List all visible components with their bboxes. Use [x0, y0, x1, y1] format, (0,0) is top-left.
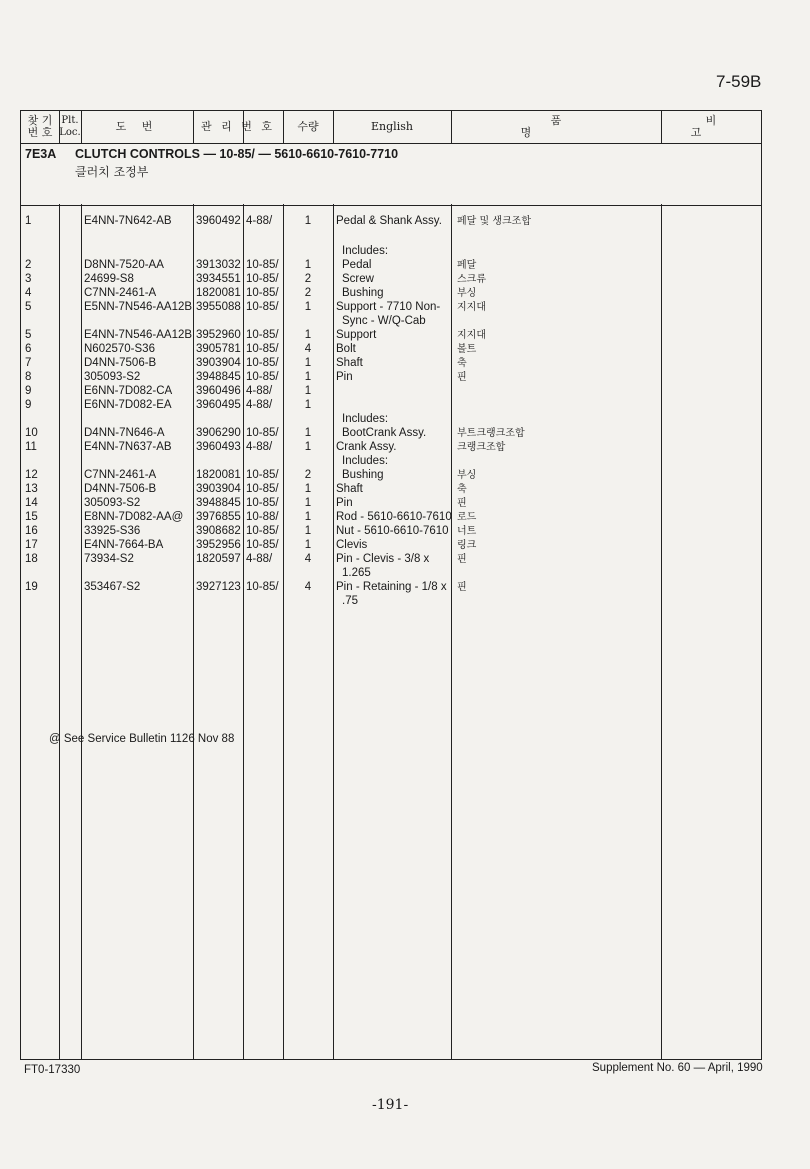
quantity: 1 [304, 259, 312, 271]
drawing-number: D4NN-7N646-A [84, 427, 165, 439]
effective-date: 10-85/ [246, 483, 279, 495]
effective-date: 4-88/ [246, 441, 273, 453]
management-number: 3952956 [196, 539, 241, 551]
header-drawing-no: 도 번 [115, 120, 159, 133]
english-name: Bushing [342, 469, 384, 481]
korean-name: 페달 및 생크조합 [457, 216, 531, 227]
management-number: 3934551 [196, 273, 241, 285]
find-number: 9 [25, 399, 32, 411]
quantity: 1 [304, 525, 312, 537]
quantity: 4 [304, 581, 312, 593]
english-name: Shaft [336, 357, 363, 369]
section-title-text: CLUTCH CONTROLS — 10-85/ — 5610-6610-7610-7710 [75, 147, 399, 161]
english-name: BootCrank Assy. [342, 427, 427, 439]
management-number: 3908682 [196, 525, 241, 537]
quantity: 1 [304, 215, 312, 227]
find-number: 7 [25, 357, 32, 369]
korean-name: 부싱 [457, 470, 477, 481]
management-number: 3960495 [196, 399, 241, 411]
find-number: 10 [25, 427, 38, 439]
management-number: 3913032 [196, 259, 241, 271]
english-name: Support - 7710 Non- [336, 301, 441, 313]
english-name: Pin [336, 371, 353, 383]
korean-name: 핀 [457, 498, 467, 509]
quantity: 4 [304, 343, 312, 355]
find-number: 11 [25, 441, 37, 453]
english-name: Nut - 5610-6610-7610 [336, 525, 449, 537]
footnote: @ See Service Bulletin 1126 Nov 88 [49, 733, 235, 745]
drawing-number: E6NN-7D082-CA [84, 385, 173, 397]
korean-name: 핀 [457, 582, 467, 593]
col-divider [193, 111, 194, 1059]
drawing-number: 73934-S2 [84, 553, 134, 565]
col-divider [59, 111, 60, 1059]
find-number: 14 [25, 497, 38, 509]
english-name: Rod - 5610-6610-7610 [336, 511, 452, 523]
effective-date: 10-85/ [246, 427, 279, 439]
col-divider [451, 111, 452, 1059]
management-number: 1820081 [196, 287, 241, 299]
find-number: 5 [25, 301, 32, 313]
korean-name: 부트크랭크조합 [457, 428, 525, 439]
find-number: 13 [25, 483, 38, 495]
korean-name: 링크 [457, 540, 477, 551]
quantity: 1 [304, 329, 312, 341]
english-name: Pin - Retaining - 1/8 x [336, 581, 447, 593]
find-number: 17 [25, 539, 38, 551]
drawing-number: E4NN-7N642-AB [84, 215, 172, 227]
form-number: FT0-17330 [24, 1064, 81, 1076]
english-name: Clevis [336, 539, 368, 551]
drawing-number: 305093-S2 [84, 497, 141, 509]
effective-date: 10-88/ [246, 511, 279, 523]
effective-date: 10-85/ [246, 343, 279, 355]
drawing-number: C7NN-2461-A [84, 469, 157, 481]
english-name: Crank Assy. [336, 441, 397, 453]
effective-date: 10-85/ [246, 469, 279, 481]
english-name: Includes: [342, 413, 389, 425]
quantity: 1 [304, 371, 312, 383]
english-name: Support [336, 329, 377, 341]
find-number: 3 [25, 273, 32, 285]
korean-name: 스크류 [457, 274, 486, 285]
quantity: 1 [304, 399, 312, 411]
management-number: 3952960 [196, 329, 241, 341]
quantity: 1 [304, 301, 312, 313]
english-name: Sync - W/Q-Cab [342, 315, 426, 327]
management-number: 3976855 [196, 511, 241, 523]
management-number: 3955088 [196, 301, 241, 313]
korean-name: 페달 [457, 260, 477, 271]
management-number: 1820081 [196, 469, 241, 481]
korean-name: 크랭크조합 [457, 442, 506, 453]
find-number: 8 [25, 371, 32, 383]
drawing-number: D4NN-7506-B [84, 483, 157, 495]
header-management-no: 관 리 번 호 [201, 120, 275, 133]
management-number: 1820597 [196, 553, 241, 565]
header-quantity: 수량 [297, 120, 319, 133]
quantity: 2 [304, 273, 312, 285]
drawing-number: E4NN-7N546-AA12B [84, 329, 193, 341]
quantity: 1 [304, 385, 312, 397]
english-name: Includes: [342, 455, 389, 467]
drawing-number: D8NN-7520-AA [84, 259, 164, 271]
effective-date: 4-88/ [246, 399, 273, 411]
management-number: 3905781 [196, 343, 241, 355]
korean-name: 지지대 [457, 330, 486, 341]
folio: -191- [372, 1097, 409, 1113]
management-number: 3927123 [196, 581, 241, 593]
effective-date: 10-85/ [246, 371, 279, 383]
english-name: Bushing [342, 287, 384, 299]
korean-name: 축 [457, 484, 467, 495]
quantity: 1 [304, 427, 312, 439]
effective-date: 4-88/ [246, 385, 273, 397]
header-part-name: 품 명 [520, 114, 622, 139]
find-number: 15 [25, 511, 38, 523]
effective-date: 10-85/ [246, 273, 279, 285]
find-number: 4 [25, 287, 32, 299]
find-number: 16 [25, 525, 38, 537]
english-name: Pin [336, 497, 353, 509]
english-name: Bolt [336, 343, 356, 355]
english-name: Pedal [342, 259, 372, 271]
effective-date: 10-85/ [246, 301, 279, 313]
drawing-number: 305093-S2 [84, 371, 141, 383]
effective-date: 10-85/ [246, 497, 279, 509]
effective-date: 10-85/ [246, 329, 279, 341]
drawing-number: E5NN-7N546-AA12B [84, 301, 193, 313]
header-english: English [371, 120, 413, 133]
english-name: Screw [342, 273, 374, 285]
english-name: 1.265 [342, 567, 371, 579]
drawing-number: C7NN-2461-A [84, 287, 157, 299]
quantity: 1 [304, 497, 312, 509]
find-number: 1 [25, 215, 32, 227]
section-rule [21, 205, 761, 206]
korean-name: 핀 [457, 372, 467, 383]
management-number: 3960493 [196, 441, 241, 453]
korean-name: 볼트 [457, 344, 477, 355]
find-number: 5 [25, 329, 32, 341]
header-location: Plt. Loc. [59, 115, 81, 138]
english-name: Includes: [342, 245, 389, 257]
find-number: 18 [25, 553, 38, 565]
effective-date: 10-85/ [246, 581, 279, 593]
management-number: 3960492 [196, 215, 241, 227]
management-number: 3906290 [196, 427, 241, 439]
section-title [25, 147, 398, 161]
drawing-number: E4NN-7N637-AB [84, 441, 172, 453]
quantity: 2 [304, 469, 312, 481]
drawing-number: N602570-S36 [84, 343, 155, 355]
drawing-number: 33925-S36 [84, 525, 141, 537]
korean-name: 로드 [457, 512, 477, 523]
management-number: 3903904 [196, 357, 241, 369]
col-divider [81, 111, 82, 1059]
quantity: 1 [304, 539, 312, 551]
drawing-number: E4NN-7664-BA [84, 539, 164, 551]
management-number: 3903904 [196, 483, 241, 495]
quantity: 4 [304, 553, 312, 565]
col-divider [333, 111, 334, 1059]
col-divider [661, 111, 662, 1059]
management-number: 3948845 [196, 371, 241, 383]
effective-date: 10-85/ [246, 525, 279, 537]
find-number: 6 [25, 343, 32, 355]
section-subtitle: 클러치 조정부 [75, 165, 149, 179]
drawing-number: 24699-S8 [84, 273, 134, 285]
effective-date: 10-85/ [246, 539, 279, 551]
effective-date: 10-85/ [246, 259, 279, 271]
management-number: 3948845 [196, 497, 241, 509]
quantity: 2 [304, 287, 312, 299]
korean-name: 핀 [457, 554, 467, 565]
header-index: 찾 기 번 호 [27, 114, 53, 139]
korean-name: 지지대 [457, 302, 486, 313]
english-name: Pin - Clevis - 3/8 x [336, 553, 430, 565]
find-number: 2 [25, 259, 32, 271]
effective-date: 4-88/ [246, 215, 273, 227]
find-number: 9 [25, 385, 32, 397]
effective-date: 10-85/ [246, 357, 279, 369]
drawing-number: E8NN-7D082-AA@ [84, 511, 184, 523]
quantity: 1 [304, 511, 312, 523]
supplement-info: Supplement No. 60 — April, 1990 [592, 1062, 763, 1074]
col-divider [243, 111, 244, 1059]
english-name: Pedal & Shank Assy. [336, 215, 442, 227]
effective-date: 4-88/ [246, 553, 273, 565]
section-code: 7E3A [25, 147, 57, 161]
parts-table [20, 110, 762, 1060]
drawing-number: E6NN-7D082-EA [84, 399, 172, 411]
management-number: 3960496 [196, 385, 241, 397]
quantity: 1 [304, 483, 312, 495]
find-number: 12 [25, 469, 38, 481]
page-number: 7-59B [716, 72, 762, 91]
quantity: 1 [304, 357, 312, 369]
find-number: 19 [25, 581, 38, 593]
english-name: Shaft [336, 483, 363, 495]
korean-name: 축 [457, 358, 467, 369]
korean-name: 부싱 [457, 288, 477, 299]
header-remarks: 비 고 [690, 114, 747, 139]
english-name: .75 [342, 595, 358, 607]
quantity: 1 [304, 441, 312, 453]
drawing-number: 353467-S2 [84, 581, 141, 593]
drawing-number: D4NN-7506-B [84, 357, 157, 369]
korean-name: 너트 [457, 526, 477, 537]
effective-date: 10-85/ [246, 287, 279, 299]
